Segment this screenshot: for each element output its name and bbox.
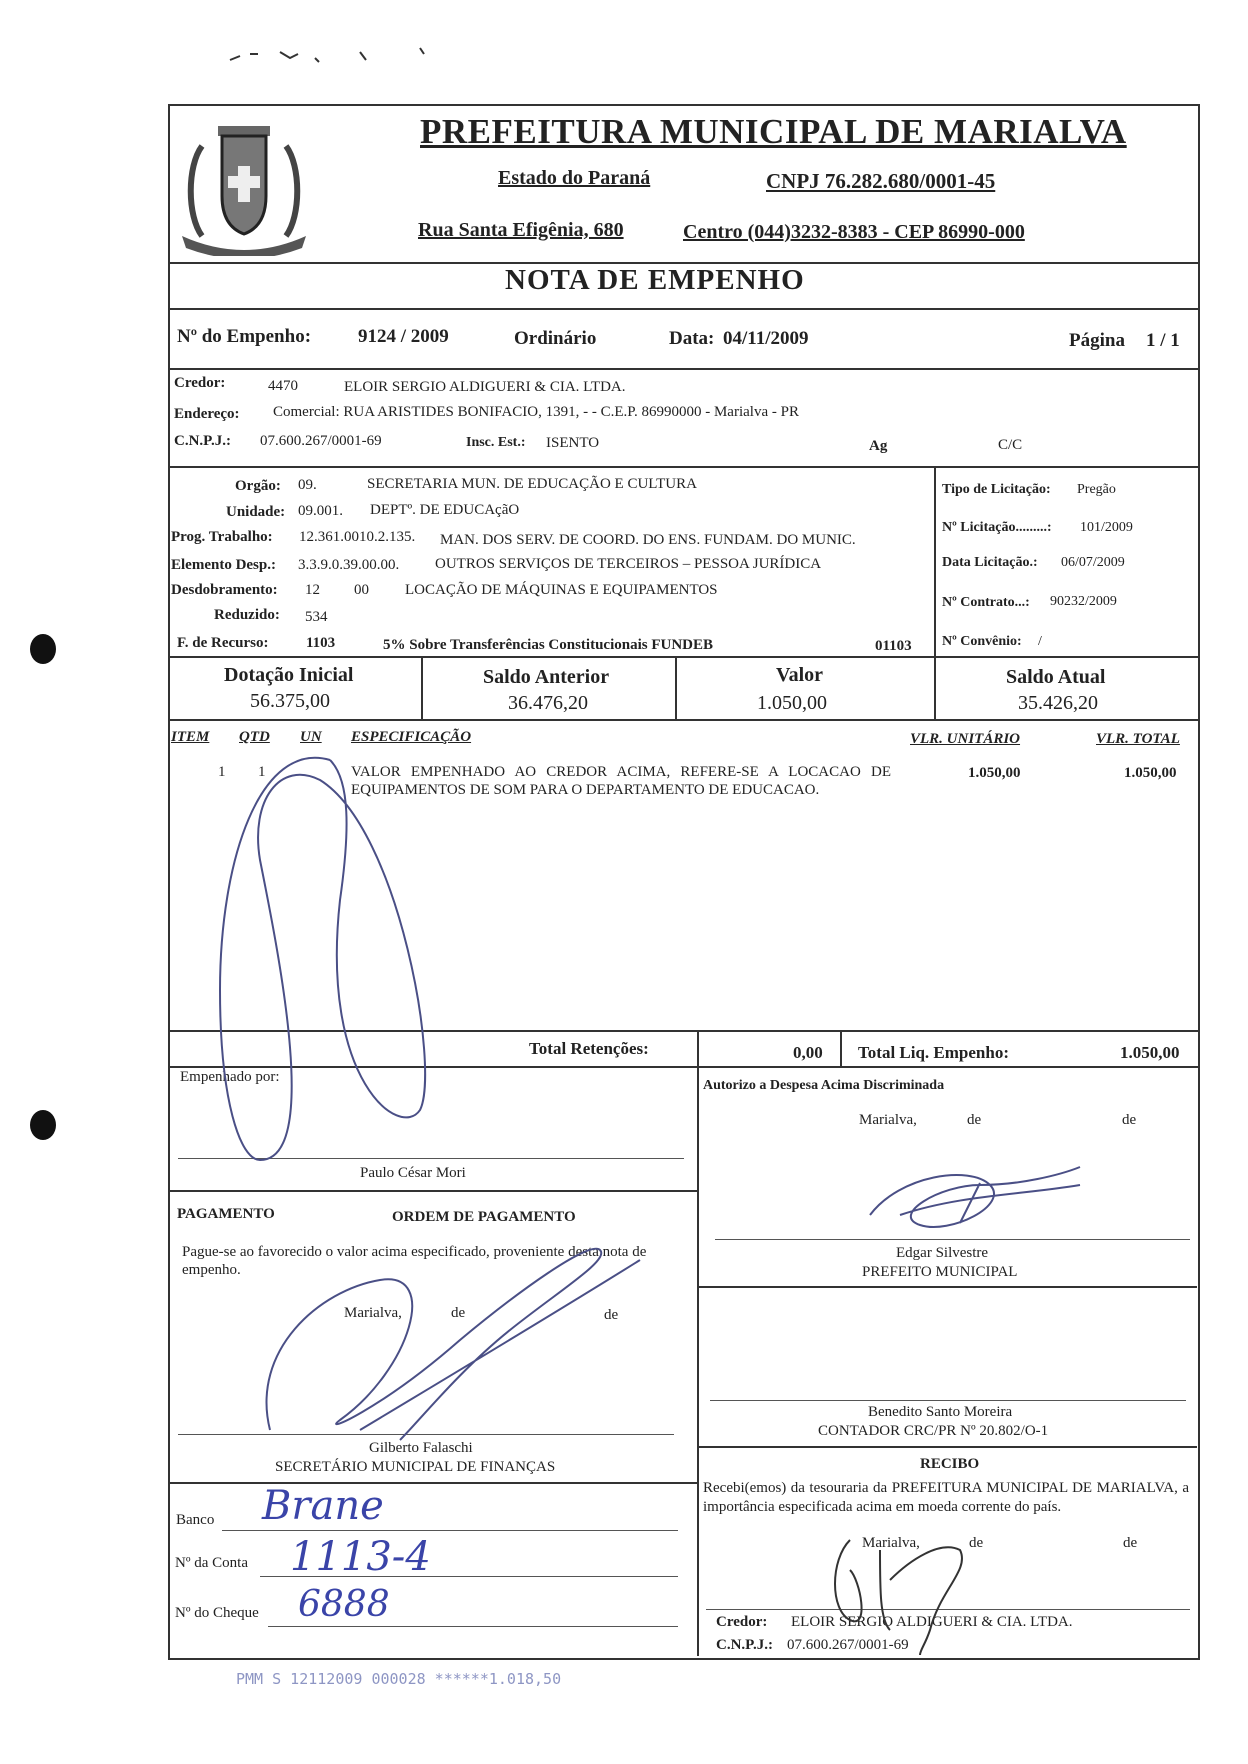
item-qtd: 1: [258, 764, 266, 780]
recibo-text: Recebi(emos) da tesouraria da PREFEITURA MUNICIPAL DE MARIALVA, a importância especificada acima em moeda corrente do país.: [703, 1480, 1189, 1515]
orgao-name: SECRETARIA MUN. DE EDUCAÇÃO E CULTURA: [367, 476, 697, 492]
elemento-name: OUTROS SERVIÇOS DE TERCEIROS – PESSOA JURÍDICA: [435, 556, 822, 572]
recibo-cnpj-label: C.N.P.J.:: [716, 1637, 773, 1653]
prog-name: MAN. DOS SERV. DE COORD. DO ENS. FUNDAM. DO MUNIC.: [440, 532, 856, 548]
empenho-date-label: Data:: [669, 328, 715, 349]
total-retencoes-label: Total Retenções:: [529, 1039, 649, 1058]
address-field-label: Endereço:: [174, 406, 240, 422]
saldo-atual-value: 35.426,20: [1018, 692, 1098, 714]
page-label: Página: [1069, 330, 1125, 351]
pagamento-label: PAGAMENTO: [177, 1206, 275, 1222]
fonte-label: F. de Recurso:: [177, 635, 269, 651]
empenhado-name: Paulo César Mori: [360, 1165, 466, 1181]
state-label: Estado do Paraná: [498, 167, 651, 189]
col-un: UN: [300, 729, 322, 745]
insc-value: ISENTO: [546, 435, 600, 451]
prefeito-role: PREFEITO MUNICIPAL: [862, 1264, 1018, 1280]
address-rest-label: Centro (044)3232-8383 - CEP 86990-000: [683, 221, 1025, 243]
banco-value: Brane: [262, 1483, 384, 1529]
empenho-number: 9124 / 2009: [358, 326, 449, 347]
recibo-de2: de: [1123, 1535, 1138, 1551]
top-scribble: [220, 40, 440, 90]
signature-secretario: [260, 1220, 660, 1450]
insc-label: Insc. Est.:: [466, 435, 526, 450]
col-total: VLR. TOTAL: [1096, 731, 1180, 747]
prog-code: 12.361.0010.2.135.: [299, 529, 416, 545]
footer-stamp: PMM S 12112009 000028 ******1.018,50: [236, 1670, 562, 1688]
credor-cnpj: 07.600.267/0001-69: [260, 433, 382, 449]
reduzido-value: 534: [305, 609, 328, 625]
recibo-label: RECIBO: [920, 1456, 980, 1472]
signature-large-loops: [200, 740, 460, 1170]
fonte-code: 1103: [306, 635, 336, 651]
address-label: Rua Santa Efigênia, 680: [418, 219, 624, 241]
licitacao-data: 06/07/2009: [1061, 555, 1125, 570]
cc-label: C/C: [998, 437, 1023, 453]
hole-punch: [30, 634, 56, 664]
item-description: VALOR EMPENHADO AO CREDOR ACIMA, REFERE-SE A LOCACAO DE EQUIPAMENTOS DE SOM PARA O DEPARTAMENTO DE EDUCACAO.: [351, 764, 891, 798]
orgao-label: Orgão:: [235, 478, 281, 494]
item-number: 1: [218, 764, 226, 780]
ordem-pagamento-label: ORDEM DE PAGAMENTO: [392, 1209, 576, 1225]
convenio-label: Nº Convênio:: [942, 634, 1022, 649]
pagamento-de1: de: [451, 1305, 466, 1321]
credor-cnpj-label: C.N.P.J.:: [174, 433, 231, 449]
empenho-number-label: Nº do Empenho:: [177, 326, 312, 347]
recibo-de1: de: [969, 1535, 984, 1551]
cheque-label: Nº do Cheque: [175, 1605, 259, 1621]
saldo-anterior-value: 36.476,20: [508, 692, 588, 714]
licitacao-tipo-label: Tipo de Licitação:: [942, 482, 1051, 497]
total-liq-label: Total Liq. Empenho:: [858, 1043, 1009, 1062]
credor-code: 4470: [268, 378, 298, 394]
col-espec: ESPECIFICAÇÃO: [351, 729, 472, 745]
recibo-credor-label: Credor:: [716, 1614, 768, 1630]
col-item: ITEM: [171, 729, 210, 745]
pagamento-de2: de: [604, 1307, 619, 1323]
autorizo-label: Autorizo a Despesa Acima Discriminada: [703, 1078, 945, 1093]
licitacao-num: 101/2009: [1080, 520, 1133, 535]
contrato-label: Nº Contrato...:: [942, 595, 1030, 610]
licitacao-num-label: Nº Licitação.........:: [942, 520, 1052, 535]
recibo-city: Marialva,: [862, 1535, 920, 1551]
recibo-credor-name: ELOIR SERGIO ALDIGUERI & CIA. LTDA.: [791, 1614, 1073, 1630]
dotacao-inicial-label: Dotação Inicial: [224, 664, 354, 686]
document-title: NOTA DE EMPENHO: [505, 264, 805, 296]
desdobramento-code1: 12: [305, 582, 320, 598]
valor-value: 1.050,00: [757, 692, 827, 714]
desdobramento-label: Desdobramento:: [171, 582, 278, 598]
conta-label: Nº da Conta: [175, 1555, 248, 1571]
fonte-name: 5% Sobre Transferências Constitucionais FUNDEB: [383, 637, 714, 653]
hole-punch: [30, 1110, 56, 1140]
total-liq-value: 1.050,00: [1120, 1043, 1180, 1062]
contador-name: Benedito Santo Moreira: [868, 1404, 1013, 1420]
empenho-type: Ordinário: [514, 328, 597, 349]
coat-of-arms-logo: [172, 106, 316, 256]
autorizo-city: Marialva,: [859, 1112, 917, 1128]
licitacao-data-label: Data Licitação.:: [942, 555, 1038, 570]
secretario-role: SECRETÁRIO MUNICIPAL DE FINANÇAS: [275, 1459, 556, 1475]
empenhado-label: Empenhado por:: [180, 1069, 280, 1085]
signature-recibo: [820, 1520, 980, 1660]
elemento-code: 3.3.9.0.39.00.00.: [298, 557, 400, 573]
unidade-code: 09.001.: [298, 503, 343, 519]
reduzido-label: Reduzido:: [214, 607, 280, 623]
saldo-anterior-label: Saldo Anterior: [483, 666, 610, 688]
secretario-name: Gilberto Falaschi: [369, 1440, 473, 1456]
credor-label: Credor:: [174, 375, 226, 391]
credor-name: ELOIR SERGIO ALDIGUERI & CIA. LTDA.: [344, 379, 626, 395]
unidade-name: DEPTº. DE EDUCAçãO: [370, 502, 520, 518]
contador-role: CONTADOR CRC/PR Nº 20.802/O-1: [818, 1423, 1049, 1439]
desdobramento-code2: 00: [354, 582, 369, 598]
elemento-label: Elemento Desp.:: [171, 557, 276, 573]
prefeito-name: Edgar Silvestre: [896, 1245, 989, 1261]
ag-label: Ag: [869, 438, 888, 454]
valor-label: Valor: [776, 664, 824, 686]
dotacao-inicial-value: 56.375,00: [250, 690, 330, 712]
licitacao-tipo: Pregão: [1077, 482, 1116, 497]
item-total-value: 1.050,00: [1124, 765, 1177, 781]
empenho-date: 04/11/2009: [723, 328, 809, 349]
convenio-value: /: [1038, 634, 1042, 649]
item-unit-value: 1.050,00: [968, 765, 1021, 781]
pagamento-city: Marialva,: [344, 1305, 402, 1321]
saldo-atual-label: Saldo Atual: [1006, 666, 1106, 688]
col-qtd: QTD: [239, 729, 270, 745]
recibo-cnpj: 07.600.267/0001-69: [787, 1637, 909, 1653]
autorizo-de2: de: [1122, 1112, 1137, 1128]
pagamento-text: Pague-se ao favorecido o valor acima especificado, proveniente desta nota de empenho.: [182, 1244, 647, 1278]
contrato-value: 90232/2009: [1050, 594, 1117, 609]
signature-prefeito: [860, 1155, 1090, 1245]
banco-label: Banco: [176, 1512, 215, 1528]
unidade-label: Unidade:: [226, 504, 286, 520]
credor-address: Comercial: RUA ARISTIDES BONIFACIO, 1391, - - C.E.P. 86990000 - Marialva - PR: [273, 404, 799, 420]
total-retencoes-value: 0,00: [793, 1043, 823, 1062]
fonte-code2: 01103: [875, 638, 912, 654]
conta-value: 1113-4: [290, 1534, 431, 1580]
prog-label: Prog. Trabalho:: [171, 529, 273, 545]
orgao-code: 09.: [298, 477, 317, 493]
page-number: 1 / 1: [1146, 330, 1180, 351]
cnpj-label: CNPJ 76.282.680/0001-45: [766, 169, 996, 193]
col-unit: VLR. UNITÁRIO: [910, 731, 1021, 747]
desdobramento-name: LOCAÇÃO DE MÁQUINAS E EQUIPAMENTOS: [405, 582, 718, 598]
cheque-value: 6888: [298, 1584, 390, 1625]
autorizo-de1: de: [967, 1112, 982, 1128]
page-title: PREFEITURA MUNICIPAL DE MARIALVA: [420, 112, 1127, 151]
